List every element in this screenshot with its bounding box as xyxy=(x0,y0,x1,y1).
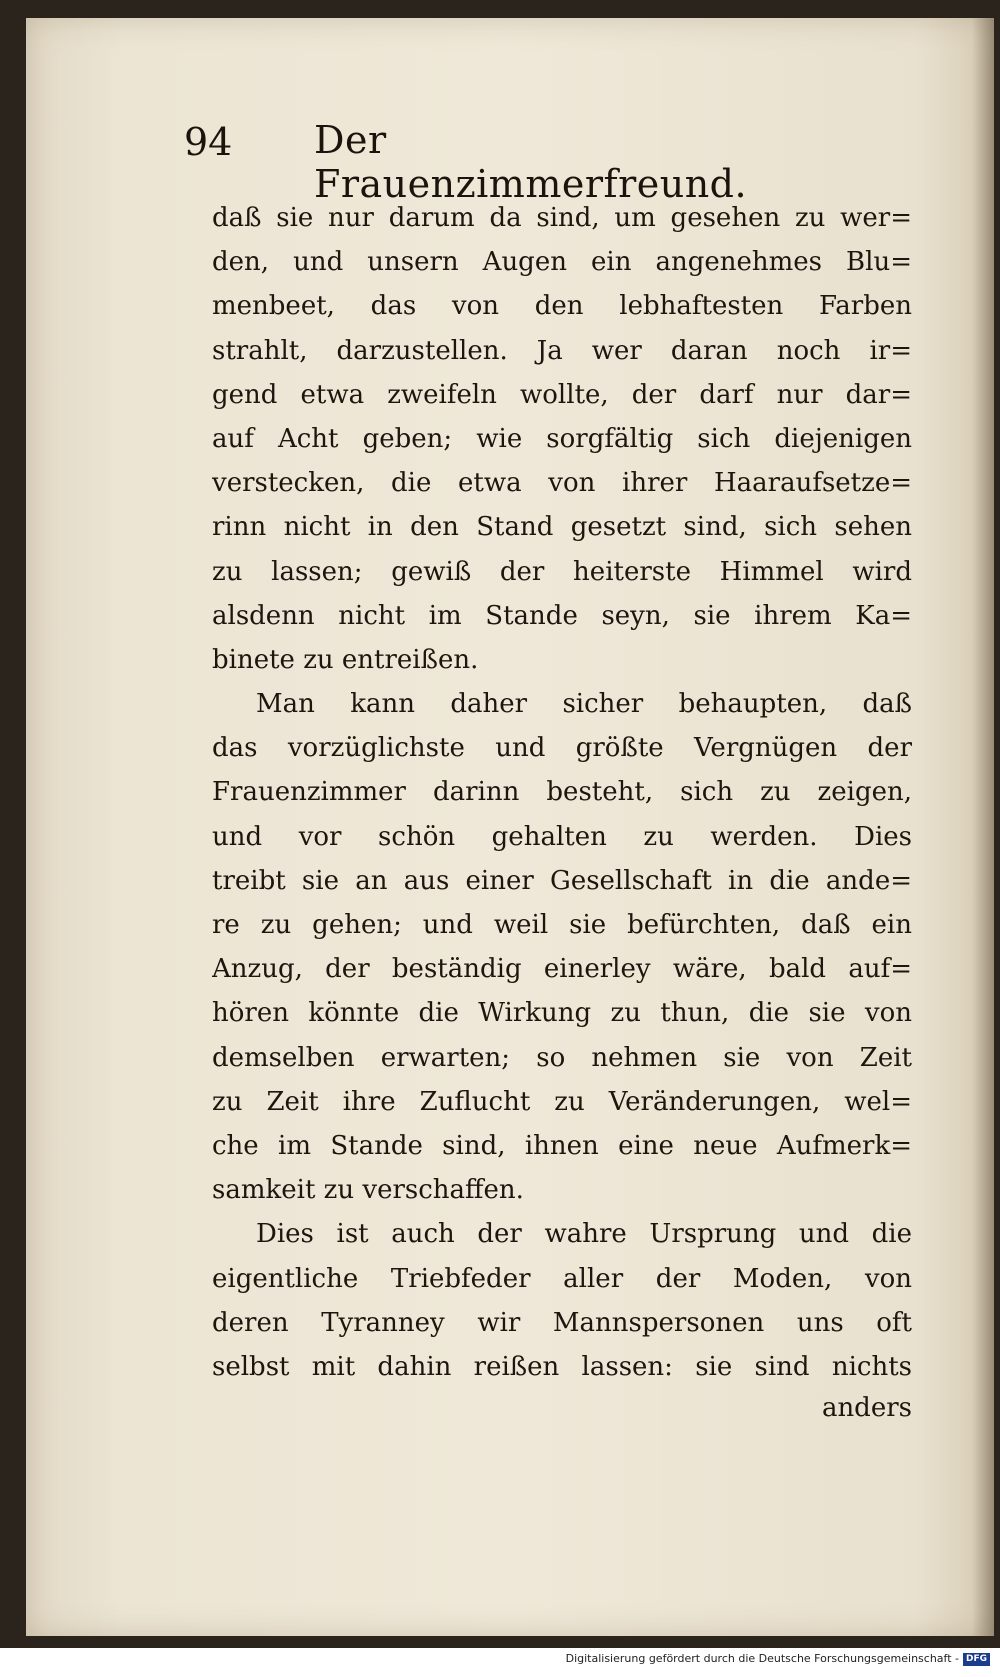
catchword: anders xyxy=(821,1393,912,1423)
text-line: deren Tyranney wir Mannspersonen uns oft xyxy=(212,1307,912,1338)
running-title: Der Frauenzimmerfreund. xyxy=(314,118,748,206)
text-line: Frauenzimmer darinn besteht, sich zu zeigen, xyxy=(212,777,912,808)
text-line: gend etwa zweifeln wollte, der darf nur dar= xyxy=(212,379,912,410)
dfg-logo: DFG xyxy=(963,1653,990,1666)
text-line: re zu gehen; und weil sie befürchten, daß ein xyxy=(212,910,912,940)
text-line: treibt sie an aus einer Gesellschaft in die ande= xyxy=(212,865,912,896)
credit-text: Digitalisierung gefördert durch die Deutsche Forschungsgemeinschaft - xyxy=(565,1652,959,1665)
text-line: binete zu entreißen. xyxy=(212,644,479,675)
text-line: rinn nicht in den Stand gesetzt sind, sich sehen xyxy=(212,512,912,543)
text-line: hören könnte die Wirkung zu thun, die sie von xyxy=(212,998,912,1029)
text-line: eigentliche Triebfeder aller der Moden, von xyxy=(212,1263,912,1294)
text-line: auf Acht geben; wie sorgfältig sich diejenigen xyxy=(212,423,912,454)
text-line: zu lassen; gewiß der heiterste Himmel wird xyxy=(212,556,912,587)
text-line: alsdenn nicht im Stande seyn, sie ihrem Ka= xyxy=(212,600,912,631)
text-line: daß sie nur darum da sind, um gesehen zu wer= xyxy=(212,203,912,233)
text-line: Man kann daher sicher behaupten, daß xyxy=(256,689,912,720)
text-line: menbeet, das von den lebhaftesten Farben xyxy=(212,291,912,322)
text-line: den, und unsern Augen ein angenehmes Blu= xyxy=(212,247,912,278)
text-line: das vorzüglichste und größte Vergnügen der xyxy=(212,733,912,764)
text-line: Dies ist auch der wahre Ursprung und die xyxy=(256,1219,912,1250)
text-line: Anzug, der beständig einerley wäre, bald auf= xyxy=(212,954,912,985)
text-line: samkeit zu verschaffen. xyxy=(212,1175,524,1206)
text-line: verstecken, die etwa von ihrer Haaraufsetze= xyxy=(212,468,912,499)
digitization-credit xyxy=(0,1652,990,1672)
text-line: selbst mit dahin reißen lassen: sie sind nichts xyxy=(212,1351,912,1382)
text-line: und vor schön gehalten zu werden. Dies xyxy=(212,821,912,852)
page-header xyxy=(184,112,804,206)
page-number: 94 xyxy=(184,120,233,164)
text-line: che im Stande sind, ihnen eine neue Aufmerk= xyxy=(212,1130,912,1161)
page-edge-shadow xyxy=(972,18,994,1636)
text-line: zu Zeit ihre Zuflucht zu Veränderungen, wel= xyxy=(212,1086,912,1117)
text-line: strahlt, darzustellen. Ja wer daran noch ir= xyxy=(212,335,912,366)
body-text xyxy=(212,196,912,1389)
text-line: demselben erwarten; so nehmen sie von Zeit xyxy=(212,1042,912,1073)
